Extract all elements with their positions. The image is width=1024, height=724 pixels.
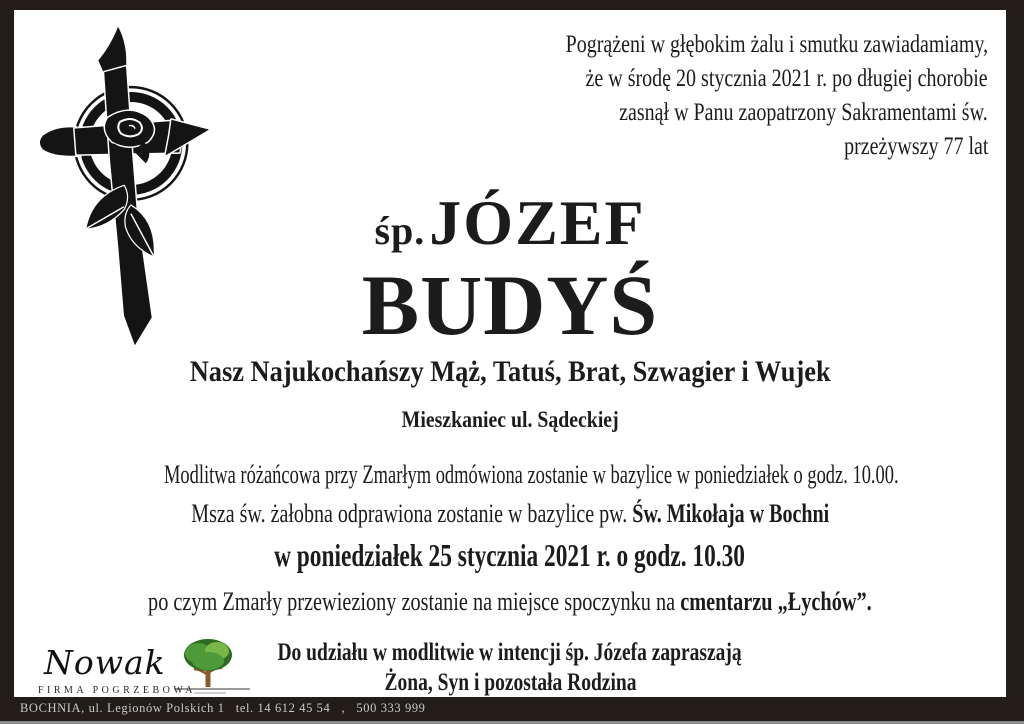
mass-church: Św. Mikołaja w Bochni	[632, 499, 829, 528]
last-name: BUDYŚ	[361, 257, 659, 353]
deceased-name	[14, 186, 1006, 353]
invitation-line-2: Żona, Syn i pozostała Rodzina	[384, 669, 636, 696]
funeral-home-subtitle: FIRMA POGRZEBOWA	[38, 685, 196, 696]
first-name: JÓZEF	[429, 187, 646, 258]
notice-sheet	[14, 10, 1006, 697]
cemetery-name: cmentarzu „Łychów”.	[680, 587, 872, 616]
rosary-line: Modlitwa różańcowa przy Zmarłym odmówiona zostanie w bazylice w poniedziałek o godz. 10.00.	[164, 460, 899, 489]
mass-line: Msza św. żałobna odprawiona zostanie w bazylice pw. Św. Mikołaja w Bochni	[191, 499, 829, 528]
honorific: śp.	[374, 208, 426, 253]
intro-line: przeżywszy 77 lat	[843, 133, 988, 160]
announcement-intro	[460, 28, 988, 164]
intro-line: Pogrążeni w głębokim żalu i smutku zawiadamiamy,	[565, 31, 988, 58]
burial-line: po czym Zmarły przewieziony zostanie na miejsce spoczynku na cmentarzu „Łychów”.	[148, 587, 872, 616]
invitation-line-1: Do udziału w modlitwie w intencji śp. Józefa zapraszają	[277, 639, 743, 666]
residence-line: Mieszkaniec ul. Sądeckiej	[401, 407, 619, 432]
intro-line: zasnął w Panu zaopatrzony Sakramentami św.	[619, 99, 988, 126]
relation-line: Nasz Najukochańszy Mąż, Tatuś, Brat, Szwagier i Wujek	[189, 355, 831, 388]
funeral-home-address: BOCHNIA, ul. Legionów Polskich 1 tel. 14 612 45 54 , 500 333 999	[20, 701, 426, 715]
funeral-home-logo	[36, 643, 236, 697]
funeral-home-name: Nowak	[44, 643, 166, 682]
intro-line: że w środę 20 stycznia 2021 r. po długiej chorobie	[585, 65, 988, 92]
mass-datetime-line: w poniedziałek 25 stycznia 2021 r. o godz. 10.30	[274, 537, 746, 573]
